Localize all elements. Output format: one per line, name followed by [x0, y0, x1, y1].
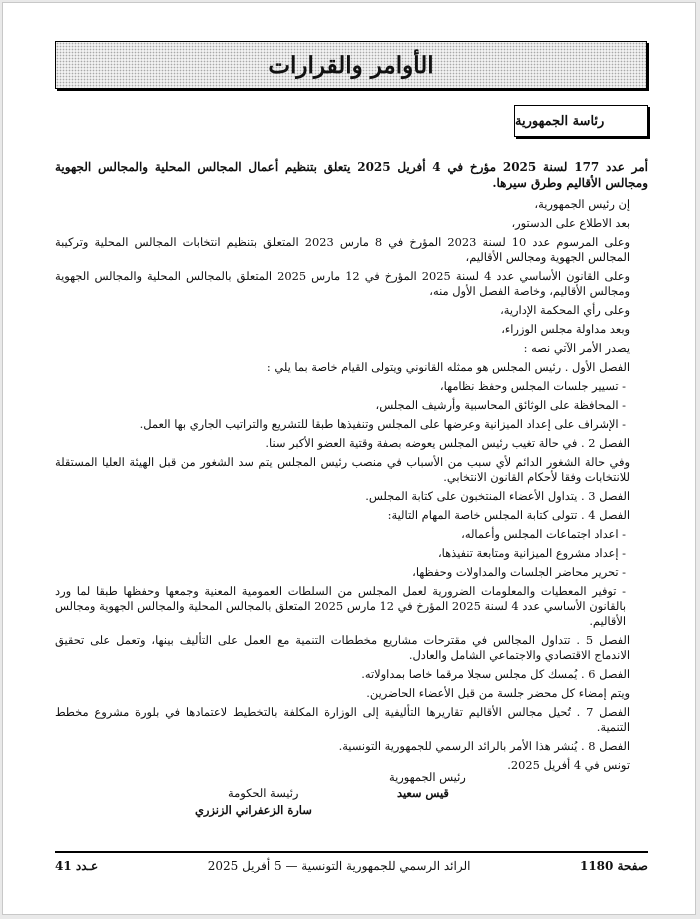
date-line: تونس في 4 أفريل 2025. — [507, 758, 630, 772]
article-1: الفصل الأول . رئيس المجلس هو ممثله القانوني ويتولى القيام خاصة بما يلي : — [266, 360, 630, 374]
paragraph: إن رئيس الجمهورية، — [534, 197, 630, 211]
pm-name: سارة الزعفراني الزنزري — [195, 803, 312, 817]
article-4: الفصل 4 . تتولى كتابة المجلس خاصة المهام التالية: — [387, 508, 630, 522]
issue-number: عـدد 41 — [55, 859, 99, 873]
order-text — [55, 159, 648, 777]
paragraph: بعد الاطلاع على الدستور، — [511, 216, 630, 230]
president-name: قيس سعيد — [397, 786, 449, 800]
institution-label-text: رئاسة الجمهورية — [515, 113, 605, 129]
paragraph: يصدر الأمر الآتي نصه : — [523, 341, 630, 355]
institution-label — [514, 105, 648, 137]
article-6: الفصل 6 . يُمسك كل مجلس سجلا مرقما خاصا بمداولاته. — [361, 667, 630, 681]
document-page — [2, 2, 696, 915]
list-item: - اعداد اجتماعات المجلس وأعماله، — [461, 527, 626, 541]
page-number: صفحة 1180 — [579, 859, 648, 873]
paragraph: وعلى رأي المحكمة الإدارية، — [500, 303, 630, 317]
article-2: الفصل 2 . في حالة تغيب رئيس المجلس يعوضه بصفة وقتية العضو الأكبر سنا. — [265, 436, 630, 450]
article-8: الفصل 8 . يُنشر هذا الأمر بالرائد الرسمي للجمهورية التونسية. — [338, 739, 630, 753]
section-title: الأوامر والقرارات — [268, 51, 434, 79]
article-7: الفصل 7 . تُحيل مجالس الأقاليم تقاريرها التأليفية إلى الوزارة المكلفة بالتخطيط لاعتمادها في بلورة مشروع مخطط التنمية. — [55, 705, 631, 734]
list-item: - المحافظة على الوثائق المحاسبية وأرشيف المجلس، — [375, 398, 626, 412]
paragraph: وعلى المرسوم عدد 10 لسنة 2023 المؤرخ في 8 مارس 2023 المتعلق بتنظيم انتخابات المجالس المحلية وتركيبة المجالس الجهوية ومجالس الأقاليم، — [55, 235, 630, 264]
paragraph: ويتم إمضاء كل محضر جلسة من قبل الأعضاء الحاضرين. — [366, 686, 630, 700]
section-header — [55, 41, 647, 89]
journal-title: الرائد الرسمي للجمهورية التونسية — 5 أفريل 2025 — [207, 859, 471, 873]
list-item: - توفير المعطيات والمعلومات الضرورية لعمل المجلس من السلطات العمومية المعنية وجمعها وحفظها طبقا لما ورد بالقانون الأساسي عدد 4 لسنة 2025 المؤرخ في 12 مارس 2025 المتعلق بالمجالس المحلية والمجالس الجهوية ومجالس الأقاليم. — [55, 584, 626, 628]
paragraph: وبعد مداولة مجلس الوزراء، — [501, 322, 630, 336]
article-3: الفصل 3 . يتداول الأعضاء المنتخبون على كتابة المجلس. — [365, 489, 630, 503]
footer-divider — [55, 851, 648, 853]
list-item: - تحرير محاضر الجلسات والمداولات وحفظها، — [412, 565, 626, 579]
order-title: أمر عدد 177 لسنة 2025 مؤرخ في 4 أفريل 2025 يتعلق بتنظيم أعمال المجالس المحلية والمجالس الجهوية ومجالس الأقاليم وطرق سيرها. — [55, 160, 648, 190]
president-title: رئيس الجمهورية — [389, 770, 466, 784]
paragraph: وفي حالة الشغور الدائم لأي سبب من الأسباب في منصب رئيس المجلس يتم سد الشغور من قبل الهيئة العليا المستقلة للانتخابات وفقا لأحكام القانون الانتخابي. — [55, 455, 630, 484]
page-footer — [55, 859, 648, 873]
pm-title: رئيسة الحكومة — [228, 786, 299, 800]
list-item: - إعداد مشروع الميزانية ومتابعة تنفيذها، — [437, 546, 626, 560]
list-item: - تسيير جلسات المجلس وحفظ نظامها، — [439, 379, 626, 393]
list-item: - الإشراف على إعداد الميزانية وعرضها على المجلس وتنفيذها طبقا للتشريع والتراتيب الجاري بها العمل. — [139, 417, 626, 431]
paragraph: وعلى القانون الأساسي عدد 4 لسنة 2025 المؤرخ في 12 مارس 2025 المتعلق بالمجالس المحلية والمجالس الجهوية ومجالس الأقاليم، وخاصة الفصل الأول منه، — [55, 269, 631, 298]
article-5: الفصل 5 . تتداول المجالس في مقترحات مشاريع مخططات التنمية مع العمل على التأليف بينها، وتعمل على تحقيق الاندماج الاقتصادي والاجتماعي الشامل والعادل. — [55, 633, 630, 662]
